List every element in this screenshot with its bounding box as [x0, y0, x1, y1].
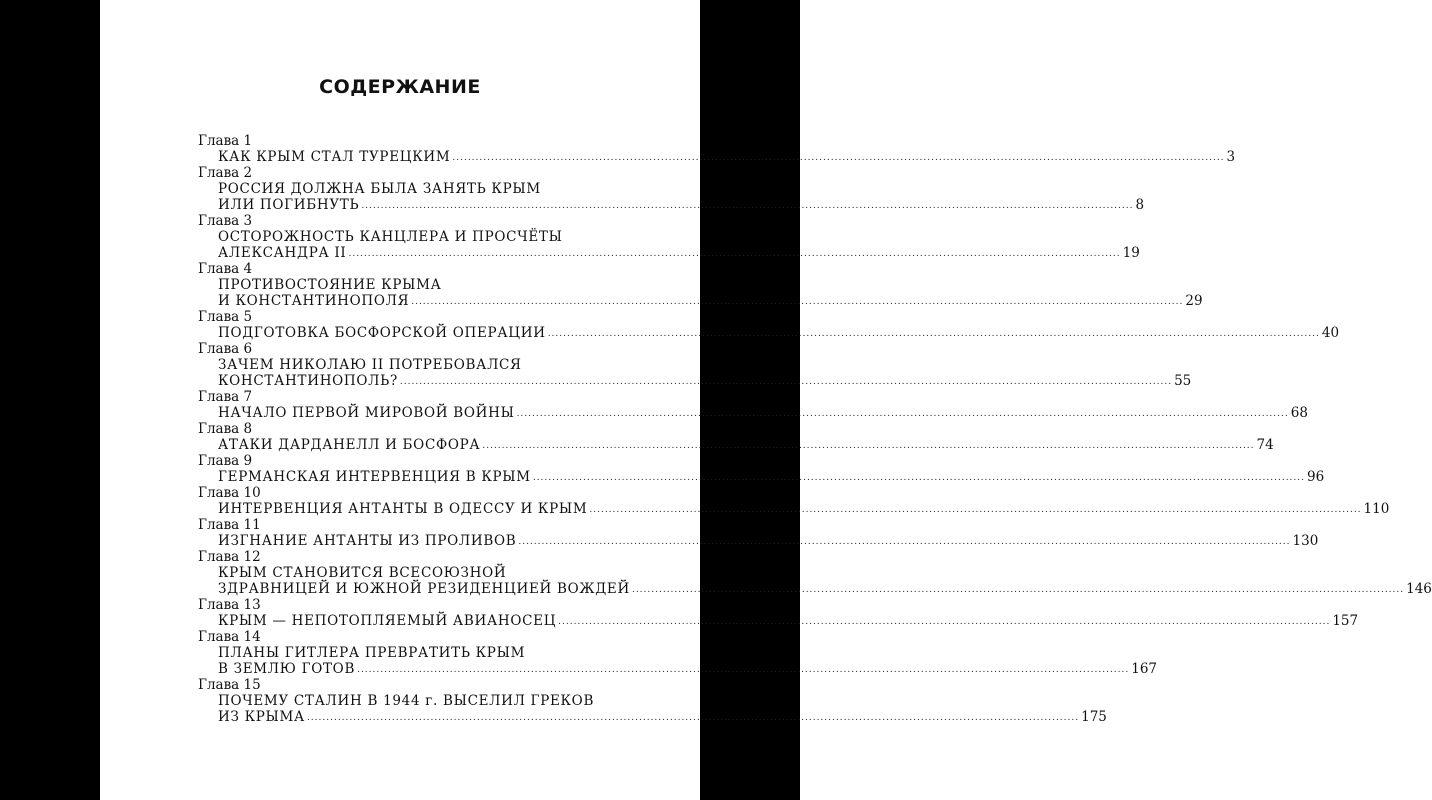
chapter-title-line — [198, 469, 1325, 485]
chapter-label: Глава 13 — [198, 597, 261, 613]
chapter-title-text: АТАКИ ДАРДАНЕЛЛ И БОСФОРА — [218, 437, 481, 453]
chapter-title-line — [198, 293, 1203, 309]
dot-leader: ........................................................................................................................................................................................................ — [589, 505, 1362, 515]
chapter-title-text: И КОНСТАНТИНОПОЛЯ — [218, 293, 410, 309]
chapter-title-line — [198, 149, 1236, 165]
page-number: 29 — [1185, 293, 1203, 309]
chapter-title-line: ЗАЧЕМ НИКОЛАЮ II ПОТРЕБОВАЛСЯ — [218, 357, 522, 373]
page-number: 130 — [1292, 533, 1319, 549]
dot-leader: ........................................................................................................................................................................................................ — [558, 617, 1331, 627]
right-black-border — [700, 0, 800, 800]
chapter-title-line: РОССИЯ ДОЛЖНА БЫЛА ЗАНЯТЬ КРЫМ — [218, 181, 541, 197]
toc-entry — [198, 597, 1359, 629]
chapter-title-text: КРЫМ — НЕПОТОПЛЯЕМЫЙ АВИАНОСЕЦ — [218, 613, 557, 629]
chapter-title-line — [198, 581, 1432, 597]
chapter-label: Глава 14 — [198, 629, 261, 645]
dot-leader: ........................................................................................................................................................................................................ — [411, 297, 1184, 307]
chapter-title-line: ПРОТИВОСТОЯНИЕ КРЫМА — [218, 277, 442, 293]
chapter-title-text: ГЕРМАНСКАЯ ИНТЕРВЕНЦИЯ В КРЫМ — [218, 469, 531, 485]
page-title: СОДЕРЖАНИЕ — [319, 76, 481, 98]
dot-leader: ........................................................................................................................................................................................................ — [452, 153, 1225, 163]
dot-leader: ........................................................................................................................................................................................................ — [516, 409, 1289, 419]
dot-leader: ........................................................................................................................................................................................................ — [547, 329, 1320, 339]
chapter-title-text: ИНТЕРВЕНЦИЯ АНТАНТЫ В ОДЕССУ И КРЫМ — [218, 501, 588, 517]
table-of-contents — [198, 133, 1432, 725]
dot-leader: ........................................................................................................................................................................................................ — [631, 585, 1405, 595]
left-black-border — [0, 0, 100, 800]
chapter-title-line — [198, 437, 1274, 453]
dot-leader: ........................................................................................................................................................................................................ — [357, 665, 1130, 675]
page-number: 19 — [1122, 245, 1140, 261]
page-number: 55 — [1174, 373, 1192, 389]
dot-leader: ........................................................................................................................................................................................................ — [518, 537, 1291, 547]
page-number: 8 — [1135, 197, 1145, 213]
chapter-title-line — [198, 245, 1140, 261]
page-number: 74 — [1256, 437, 1274, 453]
chapter-title-line: ПЛАНЫ ГИТЛЕРА ПРЕВРАТИТЬ КРЫМ — [218, 645, 526, 661]
chapter-title-line: ОСТОРОЖНОСТЬ КАНЦЛЕРА И ПРОСЧЁТЫ — [218, 229, 563, 245]
chapter-title-text: ЗДРАВНИЦЕЙ И ЮЖНОЙ РЕЗИДЕНЦИЕЙ ВОЖДЕЙ — [218, 581, 630, 597]
toc-entry — [198, 517, 1319, 549]
chapter-title-text: ИЗ КРЫМА — [218, 709, 305, 725]
chapter-label: Глава 4 — [198, 261, 253, 277]
page-number: 157 — [1332, 613, 1359, 629]
page-number: 110 — [1363, 501, 1390, 517]
dot-leader: ........................................................................................................................................................................................................ — [306, 713, 1080, 723]
page-number: 146 — [1406, 581, 1432, 597]
toc-entry — [198, 133, 1236, 165]
chapter-label: Глава 10 — [198, 485, 261, 501]
chapter-title-line: ПОЧЕМУ СТАЛИН В 1944 г. ВЫСЕЛИЛ ГРЕКОВ — [218, 693, 595, 709]
toc-entry — [198, 485, 1390, 517]
chapter-label: Глава 11 — [198, 517, 261, 533]
chapter-title-line — [198, 373, 1192, 389]
chapter-label: Глава 5 — [198, 309, 253, 325]
chapter-label: Глава 6 — [198, 341, 253, 357]
chapter-label: Глава 2 — [198, 165, 253, 181]
chapter-title-line — [198, 405, 1308, 421]
chapter-title-line — [198, 501, 1390, 517]
chapter-label: Глава 7 — [198, 389, 253, 405]
chapter-title-text: ПОДГОТОВКА БОСФОРСКОЙ ОПЕРАЦИИ — [218, 325, 546, 341]
chapter-title-text: В ЗЕМЛЮ ГОТОВ — [218, 661, 356, 677]
chapter-title-line — [198, 533, 1319, 549]
chapter-title-line: КРЫМ СТАНОВИТСЯ ВСЕСОЮЗНОЙ — [218, 565, 507, 581]
chapter-title-line — [198, 613, 1359, 629]
toc-entry — [198, 453, 1325, 485]
toc-entry — [198, 421, 1274, 453]
chapter-title-text: КАК КРЫМ СТАЛ ТУРЕЦКИМ — [218, 149, 451, 165]
toc-entry — [198, 389, 1308, 421]
chapter-title-line — [198, 709, 1107, 725]
chapter-label: Глава 8 — [198, 421, 253, 437]
page-number: 96 — [1307, 469, 1325, 485]
chapter-label: Глава 15 — [198, 677, 261, 693]
dot-leader: ........................................................................................................................................................................................................ — [532, 473, 1305, 483]
toc-entry — [198, 677, 1107, 725]
chapter-title-text: ИЗГНАНИЕ АНТАНТЫ ИЗ ПРОЛИВОВ — [218, 533, 517, 549]
dot-leader: ........................................................................................................................................................................................................ — [399, 377, 1173, 387]
toc-entry — [198, 165, 1145, 213]
dot-leader: ........................................................................................................................................................................................................ — [348, 249, 1121, 259]
chapter-title-text: НАЧАЛО ПЕРВОЙ МИРОВОЙ ВОЙНЫ — [218, 405, 515, 421]
chapter-label: Глава 12 — [198, 549, 261, 565]
chapter-title-line — [198, 661, 1158, 677]
toc-entry — [198, 261, 1203, 309]
book-page — [100, 0, 1432, 800]
toc-entry — [198, 629, 1158, 677]
page-number: 3 — [1226, 149, 1236, 165]
toc-entry — [198, 309, 1340, 341]
page-number: 68 — [1290, 405, 1308, 421]
chapter-label: Глава 9 — [198, 453, 253, 469]
chapter-title-text: КОНСТАНТИНОПОЛЬ? — [218, 373, 398, 389]
page-number: 175 — [1081, 709, 1107, 725]
toc-entry — [198, 341, 1192, 389]
page-number: 167 — [1131, 661, 1158, 677]
dot-leader: ........................................................................................................................................................................................................ — [482, 441, 1255, 451]
chapter-title-text: АЛЕКСАНДРА II — [218, 245, 347, 261]
chapter-title-line — [198, 325, 1340, 341]
dot-leader: ........................................................................................................................................................................................................ — [361, 201, 1134, 211]
chapter-label: Глава 1 — [198, 133, 253, 149]
chapter-title-line — [198, 197, 1145, 213]
chapter-title-text: ИЛИ ПОГИБНУТЬ — [218, 197, 360, 213]
page-number: 40 — [1321, 325, 1340, 341]
chapter-label: Глава 3 — [198, 213, 253, 229]
toc-entry — [198, 213, 1140, 261]
toc-entry — [198, 549, 1432, 597]
